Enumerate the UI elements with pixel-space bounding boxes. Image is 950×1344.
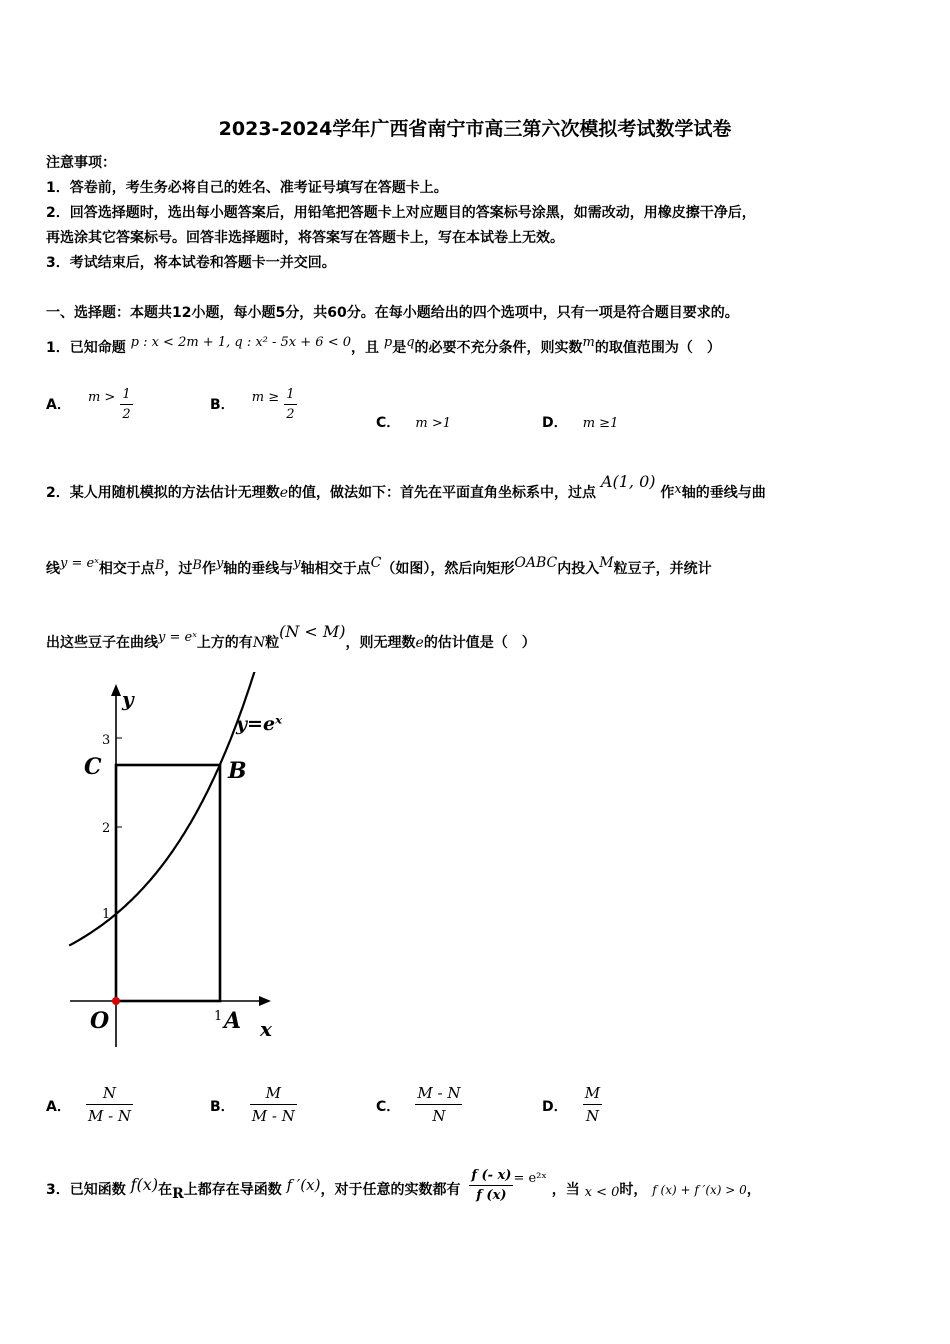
point-c-label: C xyxy=(84,754,102,780)
origin-label: O xyxy=(90,1008,110,1034)
point-a-label: A xyxy=(224,1008,242,1034)
q2-option-a[interactable]: A． $\frac{N}{M - N}$ xyxy=(46,1084,132,1125)
q2-option-c[interactable]: C． $\frac{M - N}{N}$ xyxy=(376,1084,461,1125)
q2-option-b[interactable]: B． $\frac{M}{M - N}$ xyxy=(210,1084,295,1125)
tick-label-1: 1 xyxy=(102,907,111,922)
rectangle-oabc xyxy=(116,765,220,1001)
notice-item-2-cont: 再选涂其它答案标号。回答非选择题时，将答案写在答题卡上，写在本试卷上无效。 xyxy=(46,230,564,246)
curve-label: y=eˣ xyxy=(236,713,283,735)
origin-dot xyxy=(112,997,120,1005)
exponential-graph xyxy=(60,672,300,1052)
notice-item-3: 3．考试结束后，将本试卷和答题卡一并交回。 xyxy=(46,255,336,271)
notice-heading: 注意事项： xyxy=(46,155,116,171)
question-2-line-2: 线y = eˣ相交于点B，过B作y轴的垂线与y轴相交于点C（如图），然后向矩形OABC内投入M粒豆子，并统计 xyxy=(46,555,712,577)
tick-label-x1: 1 xyxy=(214,1009,223,1024)
q1-option-b[interactable]: B． $^{m \ge}$ $\frac{1}{2}$ xyxy=(210,387,295,422)
y-axis-label: y xyxy=(122,687,134,711)
question-2-line-1: 2．某人用随机模拟的方法估计无理数e的值，做法如下：首先在平面直角坐标系中，过点 A(1, 0) 作x轴的垂线与曲 xyxy=(46,472,766,501)
tick-label-2: 2 xyxy=(102,821,111,836)
point-b-label: B xyxy=(228,758,247,784)
tick-label-3: 3 xyxy=(102,733,111,748)
question-3: 3．已知函数 f(x)在R上都存在导函数 f ′(x)，对于任意的实数都有 $\frac{f (- x)}{f (x)}$ = e²ˣ ，当 x < 0时， f (x) + f ′(x) > 0， xyxy=(46,1168,761,1203)
notice-item-2: 2．回答选择题时，选出每小题答案后，用铅笔把答题卡上对应题目的答案标号涂黑，如需改动，用橡皮擦干净后， xyxy=(46,205,756,221)
x-axis-label: x xyxy=(260,1017,272,1041)
q1-formula: p : x < 2m + 1, q : x² - 5x + 6 < 0 xyxy=(130,335,351,350)
curve-exp xyxy=(69,672,256,946)
x-axis-arrow xyxy=(259,996,271,1006)
question-2-line-3: 出这些豆子在曲线y = eˣ上方的有N粒(N < M)，则无理数e的估计值是（ ） xyxy=(46,622,536,651)
question-1: 1．已知命题 p : x < 2m + 1, q : x² - 5x + 6 < 0，且 p是q的必要不充分条件，则实数m的取值范围为（ ） xyxy=(46,335,721,356)
notice-item-1: 1．答卷前，考生务必将自己的姓名、准考证号填写在答题卡上。 xyxy=(46,180,448,196)
q1-option-c[interactable]: C． m >1 xyxy=(376,415,451,431)
q1-option-d[interactable]: D． m ≥1 xyxy=(542,415,619,431)
q2-option-d[interactable]: D． $\frac{M}{N}$ xyxy=(542,1084,601,1125)
section-heading: 一、选择题：本题共12小题，每小题5分，共60分。在每小题给出的四个选项中，只有一项是符合题目要求的。 xyxy=(46,305,739,321)
y-axis-arrow xyxy=(111,684,121,696)
q1-option-a[interactable]: A． $^{m >}$ $\frac{1}{2}$ xyxy=(46,387,131,422)
page-title: 2023-2024学年广西省南宁市高三第六次模拟考试数学试卷 xyxy=(218,118,732,140)
